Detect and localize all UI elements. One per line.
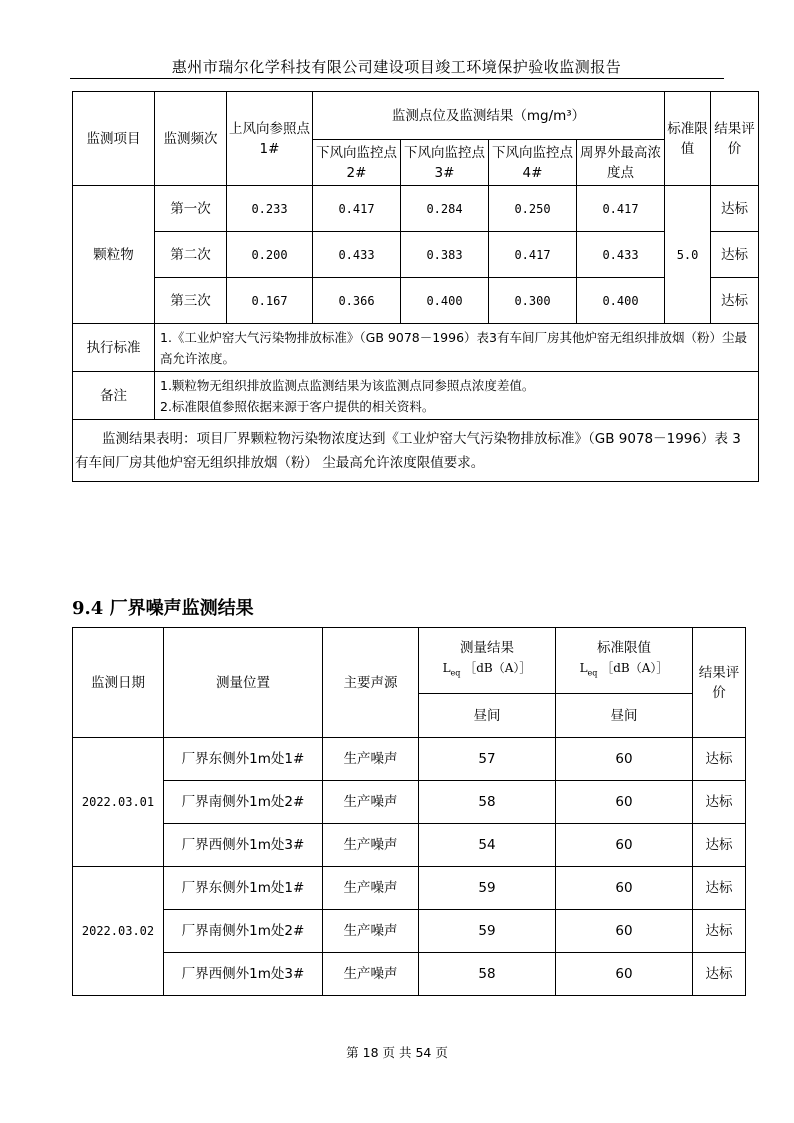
value-cell: 0.383	[401, 232, 489, 278]
leq-symbol: L	[442, 660, 451, 675]
conclusion-text: 监测结果表明：项目厂界颗粒物污染物浓度达到《工业炉窑大气污染物排放标准》（GB 9078－1996）表 3 有车间厂房其他炉窑无组织排放烟（粉） 尘最高允许浓度限值要求。	[73, 420, 759, 482]
result-cell: 57	[419, 738, 556, 781]
position-cell: 厂界南侧外1m处2#	[164, 910, 323, 953]
evaluation-cell: 达标	[693, 910, 746, 953]
evaluation-cell: 达标	[711, 232, 759, 278]
value-cell: 0.284	[401, 186, 489, 232]
standard-text: 1.《工业炉窑大气污染物排放标准》（GB 9078－1996）表3有车间厂房其他炉窑无组织排放烟（粉）尘最高允许浓度。	[155, 324, 759, 372]
header-limit-unit	[556, 658, 692, 683]
standard-label: 执行标准	[73, 324, 155, 372]
limit-cell: 60	[556, 953, 693, 996]
header-date: 监测日期	[73, 628, 164, 738]
limit-cell: 60	[556, 781, 693, 824]
pollutant-cell: 颗粒物	[73, 186, 155, 324]
table-row	[73, 738, 746, 781]
leq-subscript: eq	[450, 668, 461, 678]
date-cell: 2022.03.02	[73, 867, 164, 996]
evaluation-cell: 达标	[693, 781, 746, 824]
header-frequency: 监测频次	[155, 92, 227, 186]
value-cell: 0.400	[577, 278, 665, 324]
section-title: 9.4 厂界噪声监测结果	[72, 598, 254, 619]
table-row	[73, 953, 746, 996]
header-result	[419, 628, 556, 694]
position-cell: 厂界东侧外1m处1#	[164, 738, 323, 781]
header-max-concentration: 周界外最高浓度点	[577, 140, 665, 186]
header-daytime-result: 昼间	[419, 694, 556, 738]
note-line-2: 2.标准限值参照依据来源于客户提供的相关资料。	[160, 398, 435, 414]
value-cell: 0.417	[577, 186, 665, 232]
value-cell: 0.300	[489, 278, 577, 324]
frequency-cell: 第一次	[155, 186, 227, 232]
table-row	[73, 186, 759, 232]
limit-cell: 60	[556, 910, 693, 953]
result-cell: 58	[419, 953, 556, 996]
frequency-cell: 第二次	[155, 232, 227, 278]
limit-cell: 5.0	[665, 186, 711, 324]
table-row	[73, 824, 746, 867]
header-daytime-limit: 昼间	[556, 694, 693, 738]
value-cell: 0.200	[227, 232, 313, 278]
limit-cell: 60	[556, 824, 693, 867]
evaluation-cell: 达标	[693, 738, 746, 781]
result-cell: 54	[419, 824, 556, 867]
header-upwind-point: 上风向参照点1#	[227, 92, 313, 186]
value-cell: 0.366	[313, 278, 401, 324]
page-header-title: 惠州市瑞尔化学科技有限公司建设项目竣工环境保护验收监测报告	[171, 58, 622, 76]
header-downwind-2: 下风向监控点2#	[313, 140, 401, 186]
limit-cell: 60	[556, 738, 693, 781]
note-line-1: 1.颗粒物无组织排放监测点监测结果为该监测点同参照点浓度差值。	[160, 377, 535, 393]
evaluation-cell: 达标	[693, 824, 746, 867]
table-row	[73, 867, 746, 910]
particulate-table	[72, 91, 759, 482]
header-standard-limit: 标准限值	[665, 92, 711, 186]
limit-cell: 60	[556, 867, 693, 910]
header-evaluation: 结果评价	[693, 628, 746, 738]
evaluation-cell: 达标	[711, 278, 759, 324]
date-cell: 2022.03.01	[73, 738, 164, 867]
header-result-label: 测量结果	[460, 639, 514, 656]
source-cell: 生产噪声	[323, 867, 419, 910]
value-cell: 0.233	[227, 186, 313, 232]
note-text	[155, 372, 759, 420]
noise-table	[72, 627, 746, 996]
evaluation-cell: 达标	[693, 953, 746, 996]
table-row	[73, 232, 759, 278]
source-cell: 生产噪声	[323, 781, 419, 824]
value-cell: 0.250	[489, 186, 577, 232]
value-cell: 0.400	[401, 278, 489, 324]
source-cell: 生产噪声	[323, 953, 419, 996]
leq-subscript: eq	[587, 668, 598, 678]
source-cell: 生产噪声	[323, 738, 419, 781]
position-cell: 厂界西侧外1m处3#	[164, 824, 323, 867]
header-monitoring-item: 监测项目	[73, 92, 155, 186]
header-divider	[70, 78, 724, 79]
position-cell: 厂界东侧外1m处1#	[164, 867, 323, 910]
header-source: 主要声源	[323, 628, 419, 738]
position-cell: 厂界西侧外1m处3#	[164, 953, 323, 996]
result-cell: 58	[419, 781, 556, 824]
frequency-cell: 第三次	[155, 278, 227, 324]
leq-unit: ［dB（A）］	[601, 660, 669, 675]
page-footer: 第 18 页 共 54 页	[346, 1045, 448, 1060]
source-cell: 生产噪声	[323, 824, 419, 867]
value-cell: 0.433	[313, 232, 401, 278]
value-cell: 0.433	[577, 232, 665, 278]
table-row	[73, 910, 746, 953]
leq-unit: ［dB（A）］	[464, 660, 532, 675]
source-cell: 生产噪声	[323, 910, 419, 953]
value-cell: 0.417	[489, 232, 577, 278]
position-cell: 厂界南侧外1m处2#	[164, 781, 323, 824]
note-label: 备注	[73, 372, 155, 420]
header-limit	[556, 628, 693, 694]
header-downwind-4: 下风向监控点4#	[489, 140, 577, 186]
value-cell: 0.417	[313, 186, 401, 232]
value-cell: 0.167	[227, 278, 313, 324]
header-result-unit	[419, 658, 555, 683]
header-position: 测量位置	[164, 628, 323, 738]
evaluation-cell: 达标	[711, 186, 759, 232]
header-limit-label: 标准限值	[597, 639, 651, 656]
result-cell: 59	[419, 867, 556, 910]
result-cell: 59	[419, 910, 556, 953]
header-downwind-3: 下风向监控点3#	[401, 140, 489, 186]
table-row	[73, 781, 746, 824]
header-points-results: 监测点位及监测结果（mg/m³）	[313, 92, 665, 140]
evaluation-cell: 达标	[693, 867, 746, 910]
table-row	[73, 278, 759, 324]
leq-symbol: L	[579, 660, 588, 675]
header-result-evaluation: 结果评价	[711, 92, 759, 186]
